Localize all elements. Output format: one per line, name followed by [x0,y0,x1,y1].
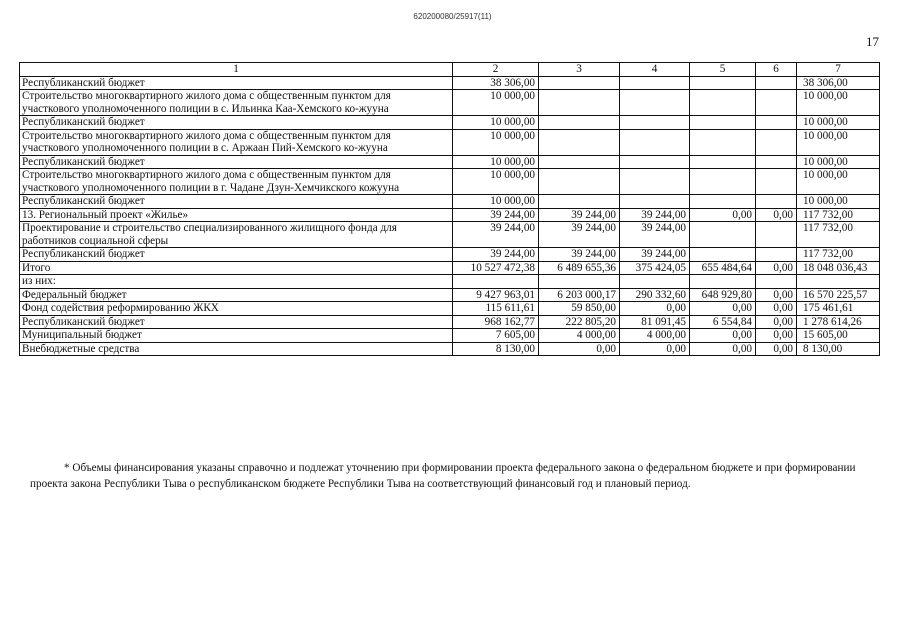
value-cell [756,248,797,262]
table-row [20,155,880,169]
value-cell [690,76,756,90]
table-row [20,76,880,90]
value-cell: 15 605,00 [797,329,880,343]
value-cell: 38 306,00 [453,76,539,90]
value-cell [620,116,690,130]
row-label-cell: Строительство многоквартирного жилого дома с общественным пунктом для участкового уполномоченного полиции в с. Аржаан Пий-Хемского ко-жууна [20,129,453,155]
column-number-row [20,63,880,77]
value-cell: 39 244,00 [620,248,690,262]
value-cell: 39 244,00 [453,248,539,262]
value-cell: 10 000,00 [797,155,880,169]
value-cell: 9 427 963,01 [453,288,539,302]
value-cell [756,90,797,116]
column-number-cell: 6 [756,63,797,77]
value-cell [539,116,620,130]
value-cell: 10 000,00 [453,169,539,195]
column-number-cell: 1 [20,63,453,77]
row-label-cell: Республиканский бюджет [20,116,453,130]
value-cell: 10 000,00 [797,129,880,155]
table-row [20,329,880,343]
value-cell: 7 605,00 [453,329,539,343]
value-cell [756,155,797,169]
value-cell: 375 424,05 [620,261,690,275]
table-row [20,248,880,262]
value-cell [620,275,690,289]
value-cell [690,248,756,262]
value-cell: 117 732,00 [797,208,880,222]
value-cell: 0,00 [620,342,690,356]
value-cell [690,195,756,209]
value-cell: 8 130,00 [797,342,880,356]
row-label-cell: Строительство многоквартирного жилого дома с общественным пунктом для участкового уполномоченного полиции в с. Ильинка Каа-Хемского ко-жууна [20,90,453,116]
row-label-cell: Республиканский бюджет [20,248,453,262]
value-cell: 10 000,00 [797,90,880,116]
row-label-cell: из них: [20,275,453,289]
value-cell: 117 732,00 [797,222,880,248]
page-number: 17 [866,34,879,49]
value-cell: 39 244,00 [539,208,620,222]
value-cell: 115 611,61 [453,302,539,316]
value-cell [539,169,620,195]
column-number-cell: 4 [620,63,690,77]
value-cell: 0,00 [539,342,620,356]
value-cell: 39 244,00 [539,222,620,248]
value-cell: 655 484,64 [690,261,756,275]
value-cell [539,129,620,155]
value-cell [620,90,690,116]
value-cell: 39 244,00 [453,208,539,222]
value-cell: 290 332,60 [620,288,690,302]
value-cell [620,169,690,195]
value-cell [539,195,620,209]
row-label-cell: Строительство многоквартирного жилого дома с общественным пунктом для участкового уполномоченного полиции в г. Чадане Дзун-Хемчикского кожууна [20,169,453,195]
value-cell [690,90,756,116]
value-cell: 4 000,00 [539,329,620,343]
row-label-cell: Республиканский бюджет [20,315,453,329]
value-cell [756,76,797,90]
value-cell: 648 929,80 [690,288,756,302]
value-cell: 10 000,00 [453,90,539,116]
value-cell: 0,00 [756,329,797,343]
value-cell: 8 130,00 [453,342,539,356]
value-cell [690,129,756,155]
value-cell: 1 278 614,26 [797,315,880,329]
value-cell: 18 048 036,43 [797,261,880,275]
value-cell [690,155,756,169]
value-cell [756,169,797,195]
value-cell: 10 000,00 [453,155,539,169]
document-code: 620200080/25917(11) [413,12,492,21]
value-cell: 39 244,00 [539,248,620,262]
value-cell: 10 000,00 [797,195,880,209]
row-label-cell: 13. Региональный проект «Жилье» [20,208,453,222]
value-cell [756,129,797,155]
table-row [20,116,880,130]
table-row [20,261,880,275]
value-cell: 968 162,77 [453,315,539,329]
value-cell [690,169,756,195]
value-cell: 39 244,00 [453,222,539,248]
value-cell [756,195,797,209]
value-cell [797,275,880,289]
value-cell [453,275,539,289]
row-label-cell: Внебюджетные средства [20,342,453,356]
value-cell: 0,00 [690,208,756,222]
column-number-cell: 5 [690,63,756,77]
value-cell: 175 461,61 [797,302,880,316]
value-cell: 10 000,00 [453,116,539,130]
value-cell: 59 850,00 [539,302,620,316]
value-cell [620,129,690,155]
value-cell: 0,00 [756,208,797,222]
value-cell: 10 000,00 [453,195,539,209]
value-cell: 0,00 [690,302,756,316]
value-cell [690,116,756,130]
value-cell: 6 489 655,36 [539,261,620,275]
value-cell [690,275,756,289]
value-cell: 81 091,45 [620,315,690,329]
table-row [20,275,880,289]
value-cell: 39 244,00 [620,222,690,248]
value-cell [690,222,756,248]
table-row [20,315,880,329]
row-label-cell: Муниципальный бюджет [20,329,453,343]
table-row [20,342,880,356]
row-label-cell: Республиканский бюджет [20,155,453,169]
value-cell: 10 000,00 [797,169,880,195]
value-cell: 0,00 [756,261,797,275]
footnote: * Объемы финансирования указаны справочно и подлежат уточнению при формировании проекта федерального закона о федеральном бюджете и при формировании проекта закона Республики Тыва о республиканском бюджете Республики Тыва на соответствующий финансовый год и плановый период. [30,462,856,490]
table-row [20,288,880,302]
value-cell: 117 732,00 [797,248,880,262]
value-cell: 0,00 [620,302,690,316]
value-cell: 39 244,00 [620,208,690,222]
value-cell: 0,00 [756,302,797,316]
value-cell: 4 000,00 [620,329,690,343]
table-row [20,302,880,316]
value-cell [756,222,797,248]
column-number-cell: 3 [539,63,620,77]
value-cell: 6 554,84 [690,315,756,329]
value-cell [539,155,620,169]
value-cell [620,155,690,169]
row-label-cell: Республиканский бюджет [20,76,453,90]
value-cell: 0,00 [756,288,797,302]
value-cell [756,116,797,130]
table-row [20,90,880,116]
row-label-cell: Проектирование и строительство специализированного жилищного фонда для работников социальной сферы [20,222,453,248]
row-label-cell: Фонд содействия реформированию ЖКХ [20,302,453,316]
value-cell: 10 000,00 [797,116,880,130]
value-cell [620,76,690,90]
table-row [20,208,880,222]
value-cell: 16 570 225,57 [797,288,880,302]
value-cell [620,195,690,209]
value-cell: 0,00 [690,329,756,343]
financing-table [19,62,880,356]
value-cell: 10 000,00 [453,129,539,155]
row-label-cell: Республиканский бюджет [20,195,453,209]
table-row [20,222,880,248]
value-cell [539,76,620,90]
value-cell: 0,00 [756,342,797,356]
table-row [20,169,880,195]
value-cell [539,275,620,289]
value-cell [756,275,797,289]
row-label-cell: Итого [20,261,453,275]
value-cell: 10 527 472,38 [453,261,539,275]
value-cell: 0,00 [756,315,797,329]
table-row [20,129,880,155]
value-cell: 0,00 [690,342,756,356]
value-cell: 6 203 000,17 [539,288,620,302]
column-number-cell: 7 [797,63,880,77]
value-cell: 222 805,20 [539,315,620,329]
row-label-cell: Федеральный бюджет [20,288,453,302]
table-row [20,195,880,209]
column-number-cell: 2 [453,63,539,77]
value-cell: 38 306,00 [797,76,880,90]
value-cell [539,90,620,116]
